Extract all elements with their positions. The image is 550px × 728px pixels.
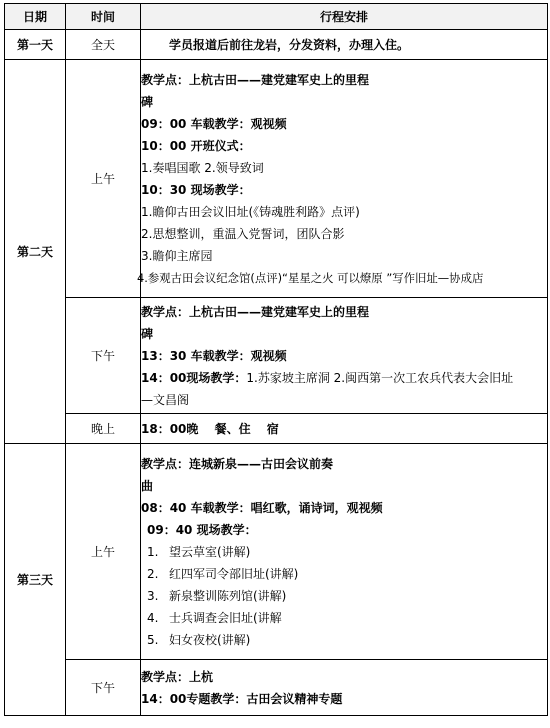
day3-pm-point: 教学点：上杭: [141, 669, 214, 684]
list-item: 4. 士兵调查会旧址(讲解: [147, 610, 282, 625]
day3-am-point: 教学点：连城新泉——古田会议前奏: [141, 456, 334, 471]
day2-am-content: [137, 60, 548, 298]
day2-pm-point: 教学点：上杭古田——建党建军史上的里程: [141, 304, 370, 319]
day2-am-row: [5, 60, 548, 298]
header-plan: 行程安排: [141, 4, 548, 30]
day3-am-point-cont: 曲: [141, 478, 154, 493]
day2-am-l4: 10：30 现场教学：: [141, 182, 251, 197]
day1-text: 学员报道后前往龙岩，分发资料，办理入住。: [169, 37, 410, 52]
list-item: 2. 红四军司令部旧址(讲解): [147, 566, 299, 581]
day3-pm-content: [141, 660, 548, 716]
day2-am-l1: 09：00 车载教学：观视频: [141, 116, 287, 131]
day2-am-l5: 1.瞻仰古田会议旧址(《铸魂胜利路》点评): [141, 204, 360, 219]
day2-pm-l3: —文昌阁: [141, 392, 190, 407]
list-item: 3. 新泉整训陈列馆(讲解): [147, 588, 287, 603]
day2-pm-time: 下午: [66, 298, 141, 414]
day1-row: [5, 30, 548, 60]
day2-pm-l1: 13：30 车载教学：观视频: [141, 348, 287, 363]
day1-time: 全天: [66, 30, 141, 60]
day2-am-l8: 4.参观古田会议纪念馆(点评)“星星之火 可以燎原 ”写作旧址—协成店: [137, 270, 484, 285]
day2-eve-text: 18：00晚 餐、住 宿: [141, 421, 279, 436]
day2-eve-time: 晚上: [66, 414, 141, 444]
day3-am-l2: 09：40 现场教学：: [147, 522, 257, 537]
day2-pm-content: [141, 298, 548, 414]
day3-am-l1: 08：40 车载教学：唱红歌，诵诗词，观视频: [141, 500, 383, 515]
day2-am-point-cont: 碑: [141, 94, 154, 109]
header-date: 日期: [5, 4, 66, 30]
day3-pm-row: [5, 660, 548, 716]
day2-am-l6: 2.思想整训，重温入党誓词，团队合影: [141, 226, 345, 241]
day2-label: 第二天: [5, 60, 66, 444]
day3-pm-l1: 14：00专题教学：古田会议精神专题: [141, 691, 343, 706]
day3-pm-time: 下午: [66, 660, 141, 716]
day2-pm-l2b: 1.苏家坡主席洞 2.闽西第一次工农兵代表大会旧址: [246, 370, 514, 385]
day2-eve-row: [5, 414, 548, 444]
day1-label: 第一天: [5, 30, 66, 60]
day2-am-point: 教学点：上杭古田——建党建军史上的里程: [141, 72, 370, 87]
header-row: [5, 4, 548, 30]
list-item: 1. 望云草室(讲解): [147, 544, 251, 559]
schedule-table: [4, 3, 548, 716]
day3-am-row: [5, 444, 548, 660]
day3-am-time: 上午: [66, 444, 141, 660]
header-time: 时间: [66, 4, 141, 30]
day2-pm-row: [5, 298, 548, 414]
day2-pm-point-cont: 碑: [141, 326, 154, 341]
day3-label: 第三天: [5, 444, 66, 716]
day2-am-time: 上午: [66, 60, 141, 298]
list-item: 5. 妇女夜校(讲解): [147, 632, 251, 647]
day2-am-l2: 10：00 开班仪式：: [141, 138, 251, 153]
day3-am-content: [141, 444, 548, 660]
day2-am-l3: 1.奏唱国歌 2.领导致词: [141, 160, 264, 175]
day2-pm-l2a: 14：00现场教学：: [141, 370, 247, 385]
day2-am-l7: 3.瞻仰主席园: [141, 248, 213, 263]
